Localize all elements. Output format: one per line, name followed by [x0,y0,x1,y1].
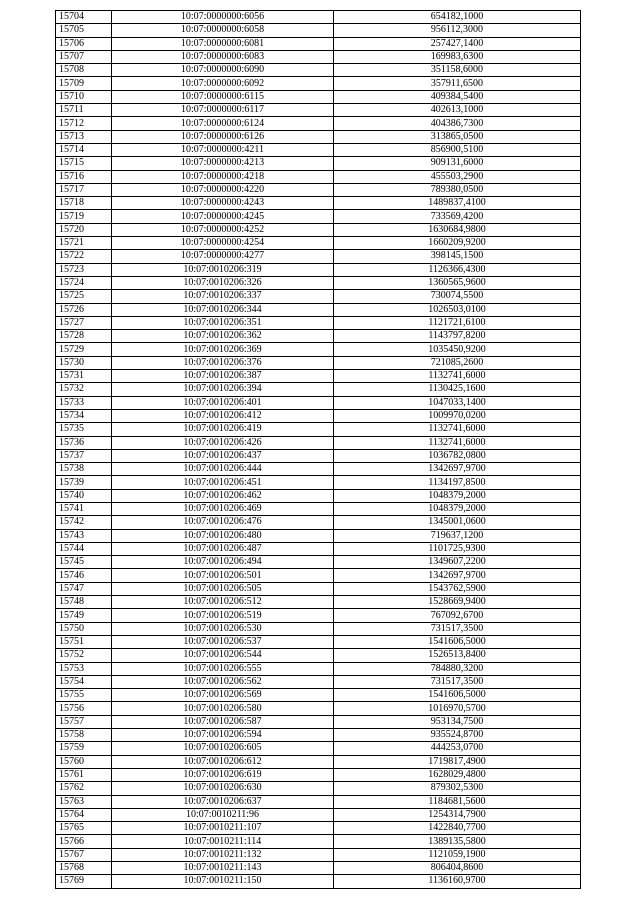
area-value: 1342697,9700 [334,463,581,476]
row-number: 15764 [56,808,112,821]
row-number: 15735 [56,423,112,436]
area-value: 1528669,9400 [334,596,581,609]
table-row [56,755,581,768]
row-number: 15763 [56,795,112,808]
table-row [56,356,581,369]
area-value: 1489837,4100 [334,197,581,210]
area-value: 1026503,0100 [334,303,581,316]
cadastral-number: 10:07:0000000:4277 [112,250,334,263]
table-row [56,596,581,609]
row-number: 15769 [56,875,112,888]
row-number: 15704 [56,11,112,24]
area-value: 879302,5300 [334,782,581,795]
row-number: 15721 [56,237,112,250]
area-value: 1630684,9800 [334,223,581,236]
row-number: 15728 [56,330,112,343]
area-value: 1526513,8400 [334,649,581,662]
row-number: 15753 [56,662,112,675]
area-value: 1719817,4900 [334,755,581,768]
table-row [56,569,581,582]
cadastral-number: 10:07:0000000:4211 [112,143,334,156]
table-row [56,396,581,409]
cadastral-number: 10:07:0000000:6092 [112,77,334,90]
cadastral-number: 10:07:0010206:326 [112,276,334,289]
area-value: 351158,6000 [334,64,581,77]
cadastral-number: 10:07:0010206:419 [112,423,334,436]
area-value: 953134,7500 [334,715,581,728]
land-parcel-table [55,10,581,889]
row-number: 15705 [56,24,112,37]
area-value: 935524,8700 [334,729,581,742]
table-row [56,582,581,595]
table-row [56,90,581,103]
cadastral-number: 10:07:0010206:544 [112,649,334,662]
cadastral-number: 10:07:0010211:143 [112,862,334,875]
area-value: 1342697,9700 [334,569,581,582]
area-value: 784880,3200 [334,662,581,675]
cadastral-number: 10:07:0010206:562 [112,675,334,688]
area-value: 1016970,5700 [334,702,581,715]
table-row [56,237,581,250]
cadastral-number: 10:07:0010206:580 [112,702,334,715]
row-number: 15758 [56,729,112,742]
cadastral-number: 10:07:0010206:376 [112,356,334,369]
row-number: 15747 [56,582,112,595]
cadastral-number: 10:07:0010206:401 [112,396,334,409]
cadastral-number: 10:07:0010206:462 [112,489,334,502]
area-value: 169983,6300 [334,50,581,63]
table-row [56,423,581,436]
area-value: 956112,3000 [334,24,581,37]
row-number: 15759 [56,742,112,755]
row-number: 15708 [56,64,112,77]
area-value: 806404,8600 [334,862,581,875]
cadastral-number: 10:07:0010206:351 [112,316,334,329]
table-row [56,330,581,343]
table-row [56,742,581,755]
row-number: 15739 [56,476,112,489]
area-value: 455503,2900 [334,170,581,183]
table-row [56,343,581,356]
row-number: 15765 [56,822,112,835]
table-row [56,862,581,875]
table-row [56,316,581,329]
area-value: 719637,1200 [334,529,581,542]
area-value: 721085,2600 [334,356,581,369]
cadastral-number: 10:07:0010206:387 [112,370,334,383]
table-body [56,11,581,889]
row-number: 15752 [56,649,112,662]
area-value: 444253,0700 [334,742,581,755]
row-number: 15712 [56,117,112,130]
area-value: 731517,3500 [334,622,581,635]
table-row [56,675,581,688]
cadastral-number: 10:07:0010206:369 [112,343,334,356]
row-number: 15740 [56,489,112,502]
area-value: 654182,1000 [334,11,581,24]
row-number: 15727 [56,316,112,329]
table-row [56,117,581,130]
area-value: 1132741,6000 [334,370,581,383]
cadastral-number: 10:07:0010206:476 [112,516,334,529]
table-row [56,170,581,183]
cadastral-number: 10:07:0010206:512 [112,596,334,609]
row-number: 15760 [56,755,112,768]
area-value: 1132741,6000 [334,423,581,436]
cadastral-number: 10:07:0010206:530 [112,622,334,635]
table-row [56,263,581,276]
row-number: 15737 [56,449,112,462]
row-number: 15748 [56,596,112,609]
cadastral-number: 10:07:0000000:4220 [112,183,334,196]
table-row [56,50,581,63]
table-row [56,383,581,396]
cadastral-number: 10:07:0010206:319 [112,263,334,276]
row-number: 15736 [56,436,112,449]
area-value: 1134197,8500 [334,476,581,489]
table-row [56,290,581,303]
area-value: 1628029,4800 [334,768,581,781]
table-row [56,622,581,635]
row-number: 15742 [56,516,112,529]
cadastral-number: 10:07:0000000:6056 [112,11,334,24]
row-number: 15756 [56,702,112,715]
table-row [56,875,581,888]
row-number: 15741 [56,502,112,515]
table-row [56,37,581,50]
row-number: 15706 [56,37,112,50]
table-row [56,556,581,569]
row-number: 15762 [56,782,112,795]
area-value: 1035450,9200 [334,343,581,356]
cadastral-number: 10:07:0010206:587 [112,715,334,728]
row-number: 15724 [56,276,112,289]
area-value: 1543762,5900 [334,582,581,595]
area-value: 1121721,6100 [334,316,581,329]
row-number: 15717 [56,183,112,196]
cadastral-number: 10:07:0010206:637 [112,795,334,808]
row-number: 15718 [56,197,112,210]
cadastral-number: 10:07:0010206:344 [112,303,334,316]
area-value: 1143797,8200 [334,330,581,343]
cadastral-number: 10:07:0010206:437 [112,449,334,462]
row-number: 15746 [56,569,112,582]
table-row [56,104,581,117]
row-number: 15757 [56,715,112,728]
area-value: 1121059,1900 [334,848,581,861]
row-number: 15734 [56,409,112,422]
cadastral-number: 10:07:0010206:505 [112,582,334,595]
area-value: 1360565,9600 [334,276,581,289]
table-row [56,197,581,210]
row-number: 15745 [56,556,112,569]
row-number: 15714 [56,143,112,156]
cadastral-number: 10:07:0010206:487 [112,542,334,555]
row-number: 15754 [56,675,112,688]
area-value: 357911,6500 [334,77,581,90]
table-row [56,183,581,196]
cadastral-number: 10:07:0010206:537 [112,635,334,648]
row-number: 15720 [56,223,112,236]
row-number: 15710 [56,90,112,103]
cadastral-number: 10:07:0010206:337 [112,290,334,303]
cadastral-number: 10:07:0010206:501 [112,569,334,582]
row-number: 15729 [56,343,112,356]
area-value: 1047033,1400 [334,396,581,409]
area-value: 1009970,0200 [334,409,581,422]
row-number: 15733 [56,396,112,409]
cadastral-number: 10:07:0010206:519 [112,609,334,622]
area-value: 767092,6700 [334,609,581,622]
table-row [56,835,581,848]
row-number: 15725 [56,290,112,303]
row-number: 15709 [56,77,112,90]
area-value: 1136160,9700 [334,875,581,888]
cadastral-number: 10:07:0010211:132 [112,848,334,861]
cadastral-number: 10:07:0010206:451 [112,476,334,489]
area-value: 1184681,5600 [334,795,581,808]
area-value: 1541606,5000 [334,635,581,648]
cadastral-number: 10:07:0010206:362 [112,330,334,343]
row-number: 15715 [56,157,112,170]
area-value: 856900,5100 [334,143,581,156]
area-value: 1048379,2000 [334,489,581,502]
area-value: 1422840,7700 [334,822,581,835]
table-row [56,409,581,422]
row-number: 15711 [56,104,112,117]
cadastral-number: 10:07:0000000:6083 [112,50,334,63]
cadastral-number: 10:07:0010206:426 [112,436,334,449]
area-value: 789380,0500 [334,183,581,196]
cadastral-number: 10:07:0000000:4218 [112,170,334,183]
table-row [56,223,581,236]
table-row [56,130,581,143]
cadastral-number: 10:07:0010211:150 [112,875,334,888]
cadastral-number: 10:07:0010206:612 [112,755,334,768]
table-row [56,64,581,77]
area-value: 1389135,5800 [334,835,581,848]
cadastral-number: 10:07:0000000:6090 [112,64,334,77]
table-row [56,24,581,37]
cadastral-number: 10:07:0010206:619 [112,768,334,781]
area-value: 313865,0500 [334,130,581,143]
cadastral-number: 10:07:0010211:107 [112,822,334,835]
table-row [56,848,581,861]
cadastral-number: 10:07:0010206:480 [112,529,334,542]
cadastral-number: 10:07:0010206:630 [112,782,334,795]
table-row [56,489,581,502]
row-number: 15713 [56,130,112,143]
document-page [55,10,580,889]
table-row [56,649,581,662]
area-value: 909131,6000 [334,157,581,170]
area-value: 733569,4200 [334,210,581,223]
table-row [56,436,581,449]
cadastral-number: 10:07:0000000:4245 [112,210,334,223]
row-number: 15731 [56,370,112,383]
area-value: 257427,1400 [334,37,581,50]
row-number: 15732 [56,383,112,396]
table-row [56,635,581,648]
cadastral-number: 10:07:0000000:4213 [112,157,334,170]
cadastral-number: 10:07:0010206:555 [112,662,334,675]
row-number: 15738 [56,463,112,476]
table-row [56,609,581,622]
table-row [56,808,581,821]
row-number: 15722 [56,250,112,263]
table-row [56,77,581,90]
area-value: 398145,1500 [334,250,581,263]
row-number: 15707 [56,50,112,63]
table-row [56,476,581,489]
table-row [56,250,581,263]
row-number: 15719 [56,210,112,223]
cadastral-number: 10:07:0010206:605 [112,742,334,755]
row-number: 15750 [56,622,112,635]
row-number: 15749 [56,609,112,622]
area-value: 402613,1000 [334,104,581,117]
table-row [56,502,581,515]
row-number: 15726 [56,303,112,316]
area-value: 409384,5400 [334,90,581,103]
row-number: 15744 [56,542,112,555]
cadastral-number: 10:07:0000000:6115 [112,90,334,103]
row-number: 15730 [56,356,112,369]
area-value: 1132741,6000 [334,436,581,449]
row-number: 15755 [56,689,112,702]
row-number: 15761 [56,768,112,781]
table-row [56,529,581,542]
table-row [56,157,581,170]
cadastral-number: 10:07:0010206:494 [112,556,334,569]
table-row [56,729,581,742]
table-row [56,689,581,702]
row-number: 15766 [56,835,112,848]
row-number: 15723 [56,263,112,276]
table-row [56,715,581,728]
cadastral-number: 10:07:0010206:569 [112,689,334,702]
row-number: 15743 [56,529,112,542]
table-row [56,782,581,795]
table-row [56,542,581,555]
area-value: 1130425,1600 [334,383,581,396]
area-value: 1345001,0600 [334,516,581,529]
cadastral-number: 10:07:0000000:6124 [112,117,334,130]
cadastral-number: 10:07:0010206:412 [112,409,334,422]
area-value: 1660209,9200 [334,237,581,250]
area-value: 1254314,7900 [334,808,581,821]
row-number: 15768 [56,862,112,875]
table-row [56,370,581,383]
table-row [56,768,581,781]
cadastral-number: 10:07:0000000:4252 [112,223,334,236]
row-number: 15751 [56,635,112,648]
cadastral-number: 10:07:0010211:114 [112,835,334,848]
table-row [56,662,581,675]
cadastral-number: 10:07:0000000:6126 [112,130,334,143]
cadastral-number: 10:07:0000000:6117 [112,104,334,117]
row-number: 15767 [56,848,112,861]
cadastral-number: 10:07:0000000:4254 [112,237,334,250]
area-value: 1101725,9300 [334,542,581,555]
table-row [56,516,581,529]
area-value: 1036782,0800 [334,449,581,462]
area-value: 1541606,5000 [334,689,581,702]
cadastral-number: 10:07:0010206:594 [112,729,334,742]
row-number: 15716 [56,170,112,183]
table-row [56,210,581,223]
cadastral-number: 10:07:0010206:444 [112,463,334,476]
table-row [56,463,581,476]
cadastral-number: 10:07:0000000:6058 [112,24,334,37]
table-row [56,303,581,316]
table-row [56,822,581,835]
area-value: 1126366,4300 [334,263,581,276]
area-value: 404386,7300 [334,117,581,130]
cadastral-number: 10:07:0000000:6081 [112,37,334,50]
cadastral-number: 10:07:0010211:96 [112,808,334,821]
table-row [56,11,581,24]
table-row [56,143,581,156]
table-row [56,795,581,808]
cadastral-number: 10:07:0010206:394 [112,383,334,396]
cadastral-number: 10:07:0000000:4243 [112,197,334,210]
area-value: 1349607,2200 [334,556,581,569]
table-row [56,702,581,715]
cadastral-number: 10:07:0010206:469 [112,502,334,515]
area-value: 731517,3500 [334,675,581,688]
area-value: 1048379,2000 [334,502,581,515]
area-value: 730074,5500 [334,290,581,303]
table-row [56,449,581,462]
table-row [56,276,581,289]
